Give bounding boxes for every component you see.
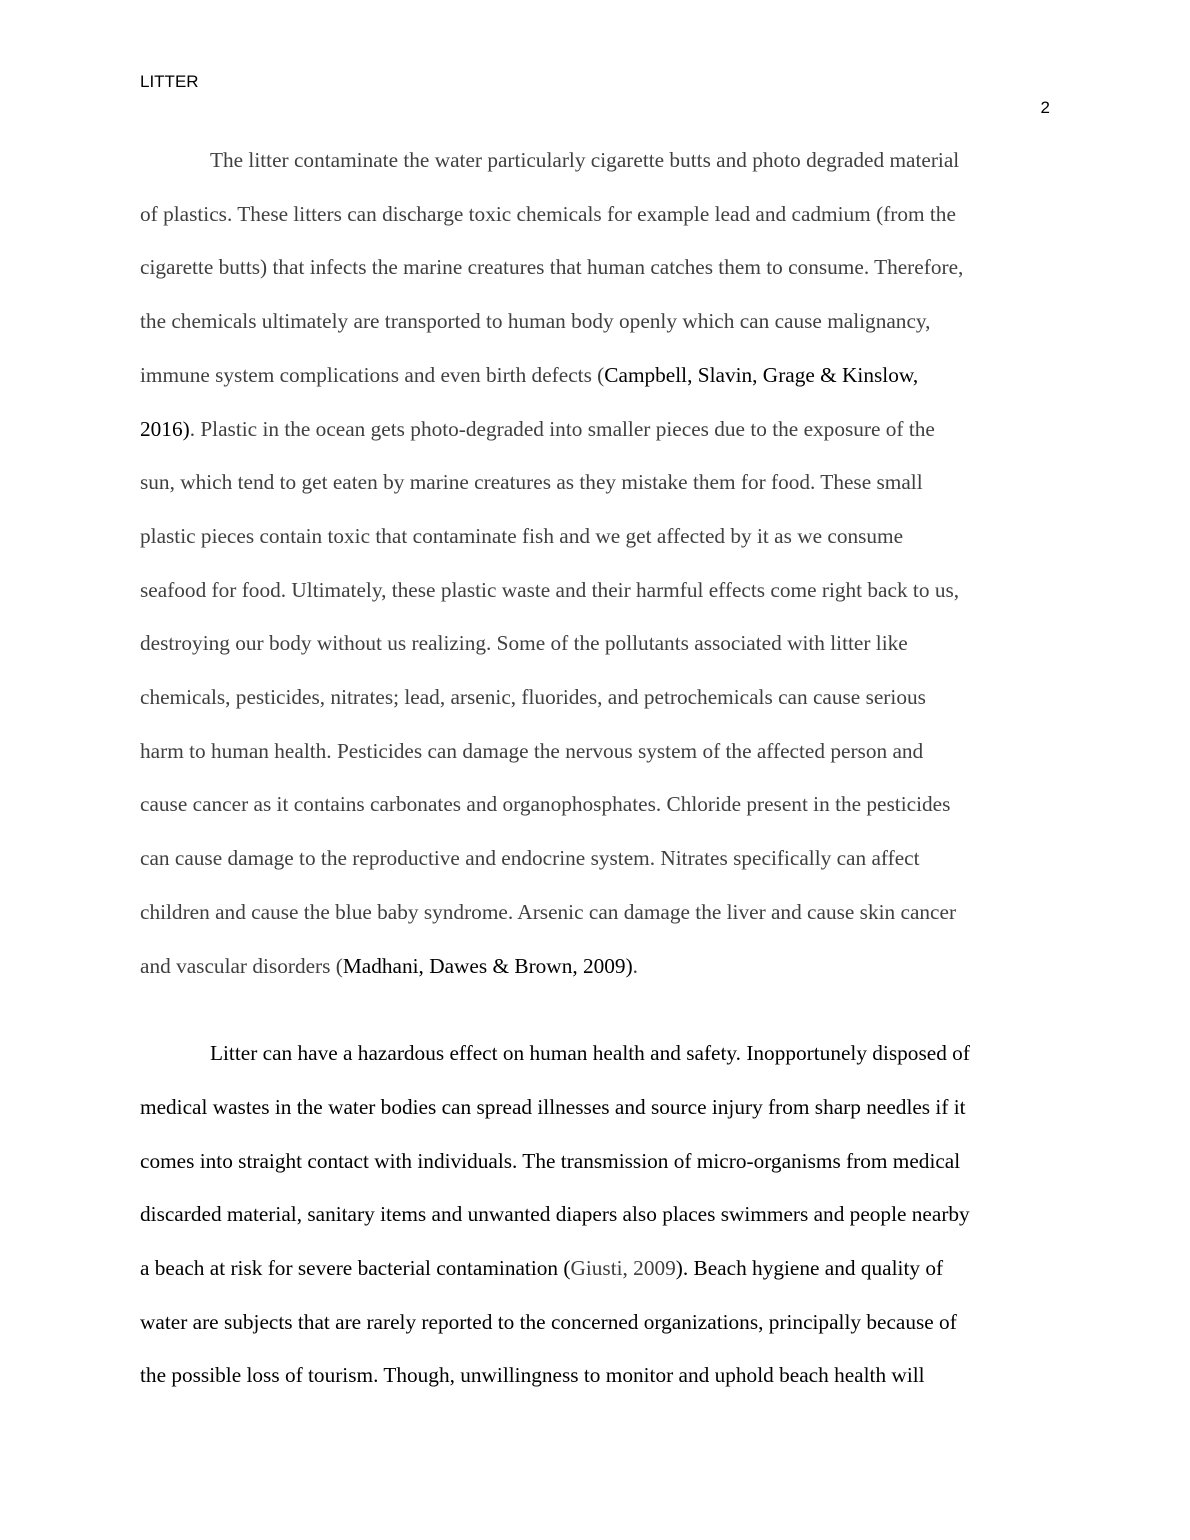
line: water are subjects that are rarely reported to the concerned organizations, principally because of (140, 1309, 957, 1334)
line: seafood for food. Ultimately, these plastic waste and their harmful effects come right back to us, (140, 577, 960, 602)
line: the chemicals ultimately are transported to human body openly which can cause malignancy, (140, 309, 931, 334)
line: comes into straight contact with individuals. The transmission of micro-organisms from medical (140, 1148, 961, 1173)
line: discarded material, sanitary items and unwanted diapers also places swimmers and people nearby (140, 1202, 970, 1227)
body-text (140, 134, 1052, 1403)
line: children and cause the blue baby syndrome. Arsenic can damage the liver and cause skin cancer (140, 899, 957, 924)
line: cigarette butts) that infects the marine creatures that human catches them to consume. Therefore, (140, 255, 964, 280)
citation: Campbell, Slavin, Grage & Kinslow, (604, 362, 919, 387)
citation: Giusti, 2009 (570, 1256, 676, 1281)
line-text: . Plastic in the ocean gets photo-degraded into smaller pieces due to the exposure of the (189, 416, 935, 441)
line-text: . (632, 953, 638, 978)
paragraph-1 (140, 134, 1052, 993)
page-number: 2 (1040, 98, 1050, 117)
line: chemicals, pesticides, nitrates; lead, arsenic, fluorides, and petrochemicals can cause serious (140, 685, 926, 710)
line-text: ). Beach hygiene and quality of (675, 1256, 944, 1281)
line-text: immune system complications and even birth defects ( (140, 362, 605, 387)
citation: Madhani, Dawes & Brown, 2009) (342, 953, 633, 978)
line: the possible loss of tourism. Though, unwillingness to monitor and uphold beach health will (140, 1363, 925, 1388)
line: harm to human health. Pesticides can damage the nervous system of the affected person and (140, 738, 924, 763)
line: destroying our body without us realizing. Some of the pollutants associated with litter like (140, 631, 908, 656)
line-text: a beach at risk for severe bacterial contamination ( (140, 1256, 571, 1281)
line (140, 349, 1052, 403)
running-head: LITTER (140, 72, 199, 91)
line: cause cancer as it contains carbonates and organophosphates. Chloride present in the pesticides (140, 792, 951, 817)
paragraph-2 (140, 1027, 1052, 1403)
line: medical wastes in the water bodies can spread illnesses and source injury from sharp needles if it (140, 1094, 966, 1119)
line: plastic pieces contain toxic that contaminate fish and we get affected by it as we consume (140, 523, 904, 548)
line: of plastics. These litters can discharge toxic chemicals for example lead and cadmium (from the (140, 201, 956, 226)
line: The litter contaminate the water particularly cigarette butts and photo degraded material (210, 148, 960, 172)
line (140, 403, 1052, 457)
line (140, 940, 1052, 994)
line: can cause damage to the reproductive and endocrine system. Nitrates specifically can affect (140, 846, 920, 871)
line: sun, which tend to get eaten by marine creatures as they mistake them for food. These small (140, 470, 923, 495)
line-text: and vascular disorders ( (140, 953, 343, 978)
line: Litter can have a hazardous effect on human health and safety. Inopportunely disposed of (210, 1041, 970, 1066)
citation: 2016) (140, 416, 190, 441)
line (140, 1242, 1052, 1296)
